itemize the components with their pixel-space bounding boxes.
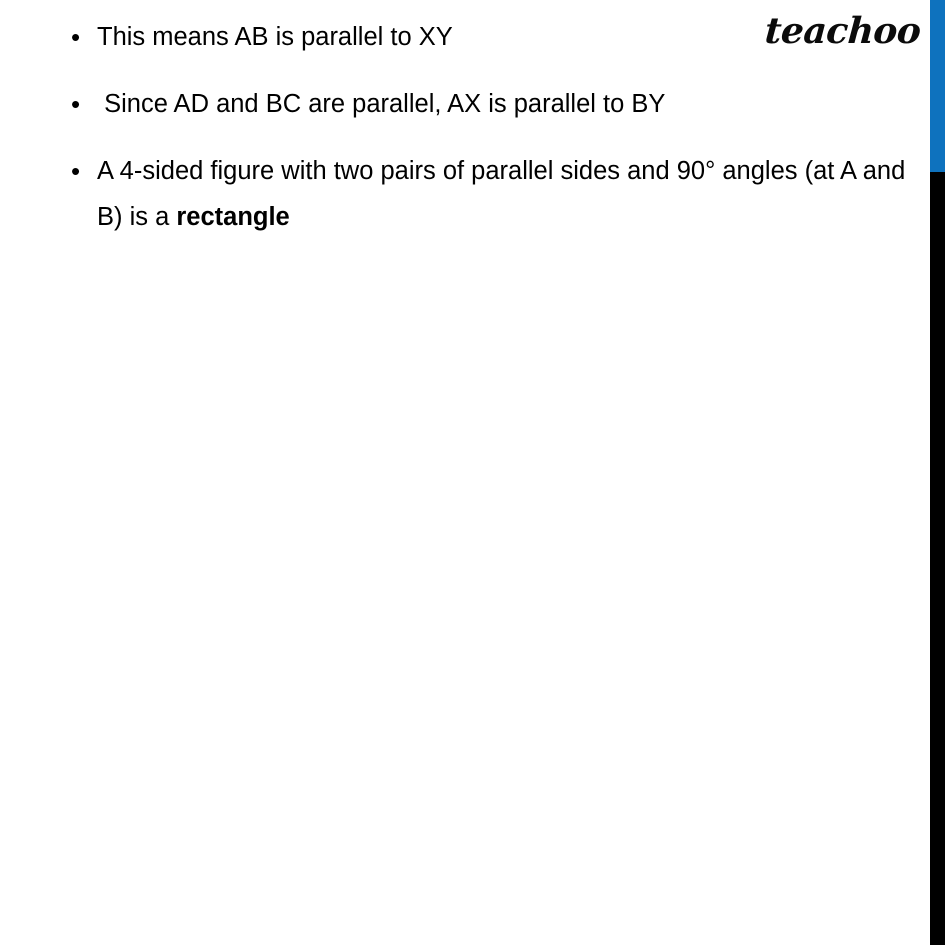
bullet-text <box>97 81 922 127</box>
list-item <box>62 148 922 240</box>
bullet-text <box>97 10 922 60</box>
bullet-text-plain: Since AD and BC are parallel, AX is parallel to BY <box>97 90 666 118</box>
bullet-marker-icon: • <box>71 156 81 186</box>
bullet-marker-icon: • <box>71 89 81 119</box>
edge-bar-black-segment <box>930 172 945 945</box>
edge-bar-blue-segment <box>930 0 945 172</box>
teachoo-logo: teachoo <box>763 10 922 52</box>
bullet-marker-icon: • <box>71 22 81 52</box>
bullet-text-plain: A 4-sided figure with two pairs of parallel sides and 90° angles (at A and B) is a <box>97 157 913 231</box>
bullet-text-plain: This means AB is parallel to XY <box>97 23 453 51</box>
bullet-text <box>97 148 922 240</box>
right-edge-accent-bar <box>930 0 945 945</box>
bullet-list <box>62 10 922 261</box>
bullet-text-bold: rectangle <box>176 203 290 231</box>
list-item <box>62 81 922 127</box>
list-item <box>62 10 922 60</box>
